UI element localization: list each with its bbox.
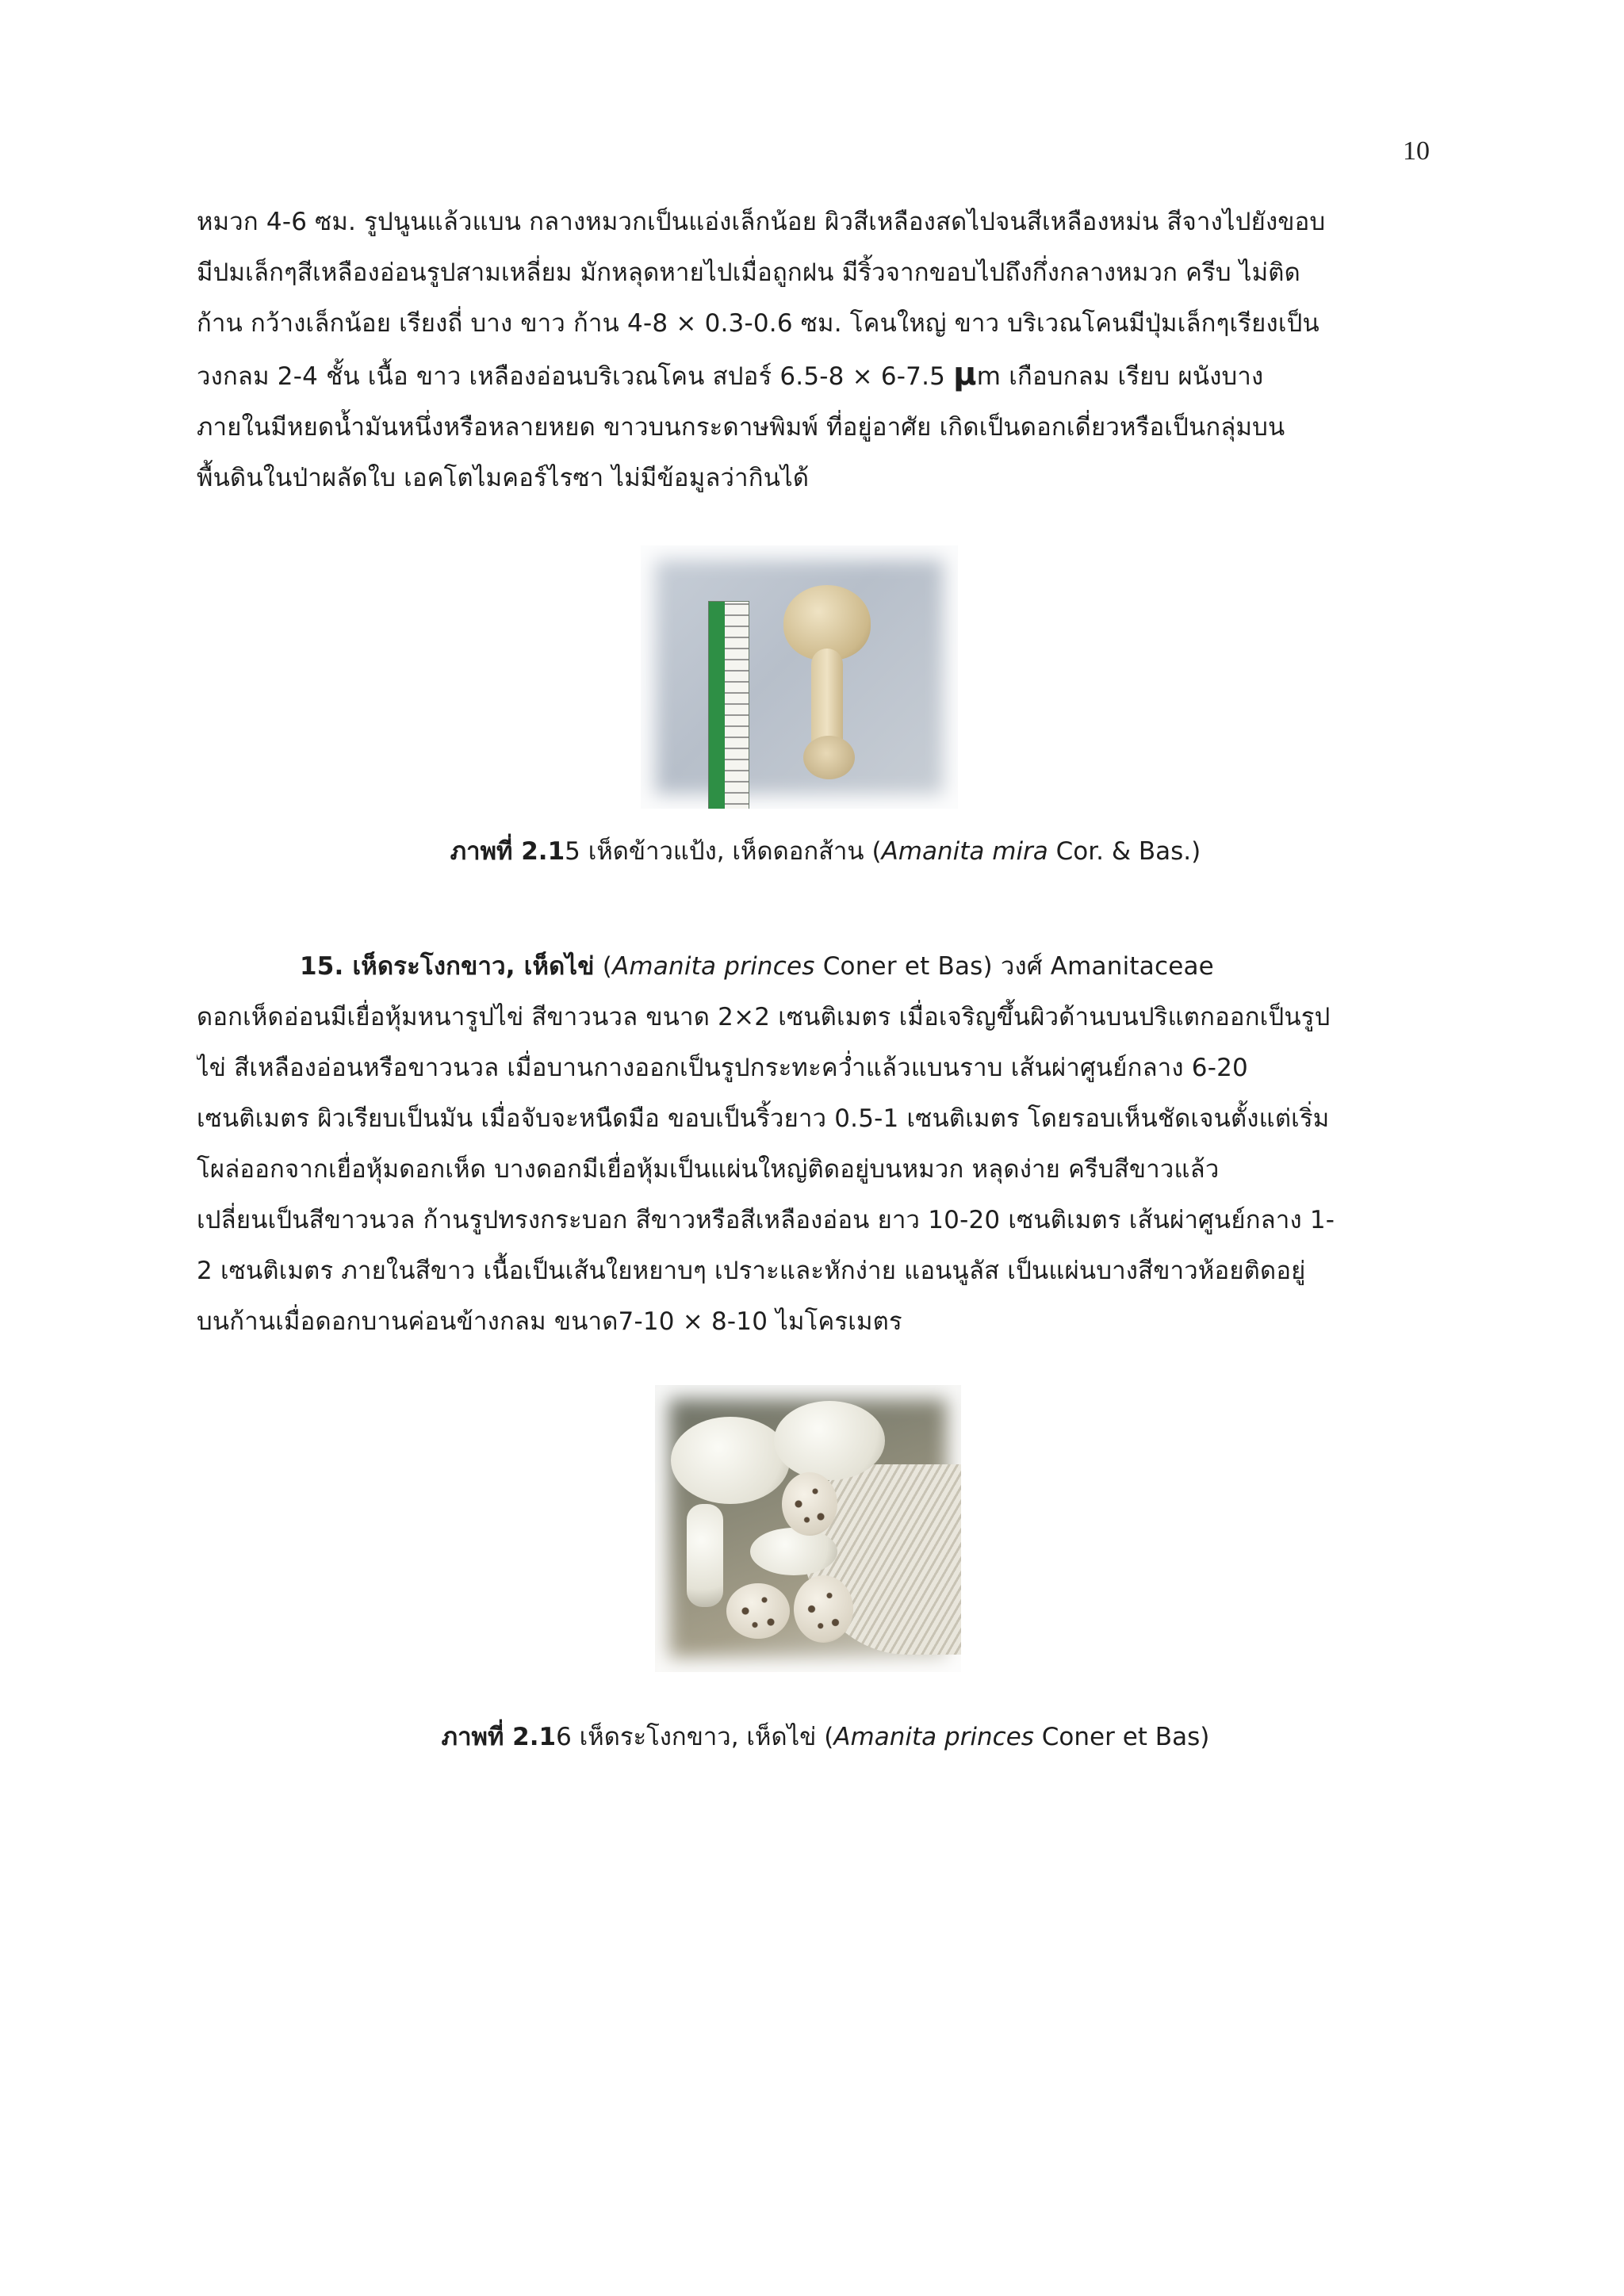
description-paragraph-amanita-princes — [197, 941, 1431, 1347]
text-line: ก้าน กว้างเล็กน้อย เรียงถี่ บาง ขาว ก้าน 4-8 × 0.3-0.6 ซม. โคนใหญ่ ขาว บริเวณโคนมีปุ่มเล็กๆเรียงเป็น — [197, 309, 1320, 338]
caption-species: Amanita princes — [833, 1723, 1034, 1751]
text-line: ไข่ สีเหลืองอ่อนหรือขาวนวล เมื่อบานกางออกเป็นรูปกระทะคว่ำแล้วแบนราบ เส้นผ่าศูนย์กลาง 6-20 — [197, 1054, 1248, 1082]
description-paragraph-amanita-mira — [197, 197, 1431, 503]
mushroom-egg-graphic — [794, 1575, 853, 1643]
figure-caption-2-15 — [0, 831, 1624, 871]
section-heading — [197, 941, 1431, 992]
caption-number-tail: 6 — [556, 1723, 572, 1751]
text-line: ดอกเห็ดอ่อนมีเยื่อหุ้มหนารูปไข่ สีขาวนวล ขนาด 2×2 เซนติเมตร เมื่อเจริญขึ้นผิวด้านบนปริแตกออกเป็นรูป — [197, 1003, 1331, 1031]
mushroom-cap-graphic — [774, 1401, 885, 1480]
text-line: บนก้านเมื่อดอกบานค่อนข้างกลม ขนาด7-10 × 8-10 ไมโครเมตร — [197, 1307, 902, 1336]
photo-amanita-mira — [641, 545, 958, 809]
mushroom-stem-graphic — [687, 1504, 723, 1607]
photo-amanita-princes — [655, 1385, 961, 1672]
caption-text: เห็ดข้าวแป้ง, เห็ดดอกส้าน ( — [580, 837, 882, 866]
text-segment: วงกลม 2-4 ชั้น เนื้อ ขาว เหลืองอ่อนบริเวณโคน สปอร์ 6.5-8 × 6-7.5 — [197, 362, 954, 391]
text-line: 2 เซนติเมตร ภายในสีขาว เนื้อเป็นเส้นใยหยาบๆ เปราะและหักง่าย แอนนูลัส เป็นแผ่นบางสีขาวห้อยติดอยู่ — [197, 1257, 1306, 1285]
heading-paren: ( — [594, 952, 613, 981]
mushroom-cap-graphic — [750, 1528, 837, 1575]
caption-label: ภาพที่ 2.1 — [450, 837, 565, 866]
text-line: มีปมเล็กๆสีเหลืองอ่อนรูปสามเหลี่ยม มักหลุดหายไปเมื่อถูกฝน มีริ้วจากขอบไปถึงกึ่งกลางหมวก ครีบ ไม่ติด — [197, 258, 1300, 287]
text-line: ภายในมีหยดน้ำมันหนึ่งหรือหลายหยด ขาวบนกระดาษพิมพ์ ที่อยู่อาศัย เกิดเป็นดอกเดี่ยวหรือเป็นกลุ่มบน — [197, 413, 1285, 442]
caption-author: Coner et Bas) — [1033, 1723, 1210, 1751]
mushroom-cap-graphic — [671, 1417, 790, 1504]
figure-caption-2-16 — [0, 1716, 1624, 1756]
page-number: 10 — [1403, 136, 1430, 166]
text-line — [197, 349, 1431, 402]
mushroom-egg-graphic — [726, 1583, 790, 1639]
heading-species: Amanita princes — [612, 952, 815, 981]
section-title: 15. เห็ดระโงกขาว, เห็ดไข่ — [300, 952, 595, 981]
mushroom-egg-graphic — [782, 1472, 837, 1536]
micro-symbol: µ — [953, 356, 977, 392]
caption-text: เห็ดระโงกขาว, เห็ดไข่ ( — [571, 1723, 834, 1751]
text-line: พื้นดินในป่าผลัดใบ เอคโตไมคอร์ไรซา ไม่มีข้อมูลว่ากินได้ — [197, 464, 810, 492]
caption-species: Amanita mira — [881, 837, 1048, 866]
text-line: เซนติเมตร ผิวเรียบเป็นมัน เมื่อจับจะหนืดมือ ขอบเป็นริ้วยาว 0.5-1 เซนติเมตร โดยรอบเห็นชัดเจนตั้งแต่เริ่ม — [197, 1104, 1330, 1133]
caption-label: ภาพที่ 2.1 — [441, 1723, 557, 1751]
text-line: โผล่ออกจากเยื่อหุ้มดอกเห็ด บางดอกมีเยื่อหุ้มเป็นแผ่นใหญ่ติดอยู่บนหมวก หลุดง่าย ครีบสีขาวแล้ว — [197, 1155, 1220, 1184]
mushroom-base-graphic — [803, 736, 855, 779]
text-segment: m เกือบกลม เรียบ ผนังบาง — [976, 362, 1264, 391]
text-line: หมวก 4-6 ซม. รูปนูนแล้วแบน กลางหมวกเป็นแอ่งเล็กน้อย ผิวสีเหลืองสดไปจนสีเหลืองหม่น สีจางไปยังขอบ — [197, 208, 1326, 236]
caption-number-tail: 5 — [565, 837, 580, 866]
ruler-graphic — [708, 601, 749, 809]
caption-author: Cor. & Bas.) — [1048, 837, 1201, 866]
text-line: เปลี่ยนเป็นสีขาวนวล ก้านรูปทรงกระบอก สีขาวหรือสีเหลืองอ่อน ยาว 10-20 เซนติเมตร เส้นผ่าศูนย์กลาง 1- — [197, 1206, 1335, 1234]
heading-author-family: Coner et Bas) วงศ์ Amanitaceae — [814, 952, 1214, 981]
